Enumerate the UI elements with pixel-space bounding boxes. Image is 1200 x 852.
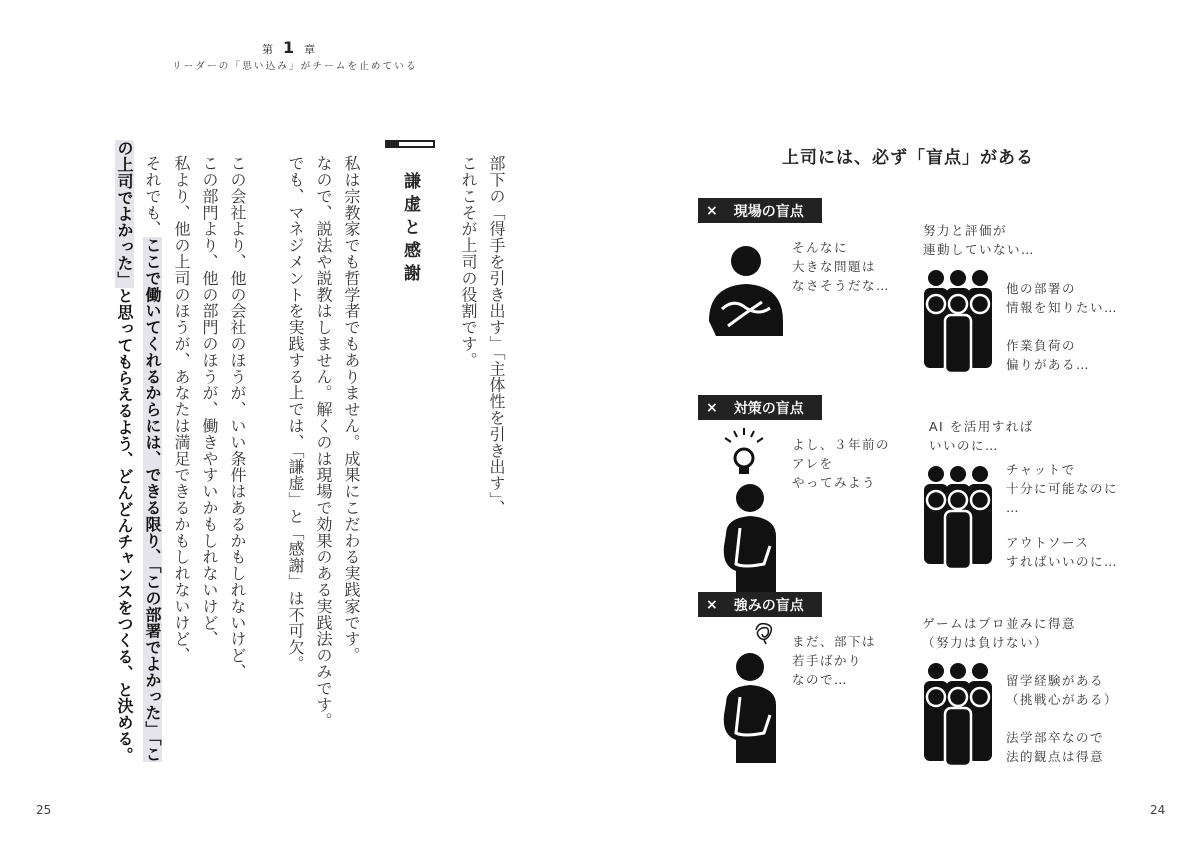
intro-line-2: これこそが上司の役割です。 <box>459 155 478 369</box>
cross-icon: × <box>706 202 718 219</box>
section-marker <box>385 140 435 148</box>
boss-thought-1: そんなに 大きな問題は なさそうだな… <box>792 240 891 293</box>
label-text: 強みの盲点 <box>733 597 804 614</box>
body2-line-2: この部門より、他の部門のほうが、働きやすいかもしれないけど、 <box>200 155 219 647</box>
team-group-icon <box>922 464 994 570</box>
chapter-prefix: 第 <box>262 43 275 56</box>
label-text: 現場の盲点 <box>733 203 804 220</box>
team-voice-top-3: ゲームはプロ並みに得意 （努力は負けない） <box>922 616 1077 650</box>
chapter-suffix: 章 <box>304 43 318 56</box>
cross-icon: × <box>706 596 718 613</box>
chapter-title: リーダーの「思い込み」がチームを止めている <box>172 61 418 72</box>
body2-line-3: 私より、他の上司のほうが、あなたは満足できるかもしれないけど、 <box>172 155 191 664</box>
lightbulb-icon <box>722 428 766 480</box>
team-voice-2a: チャットで 十分に可能なのに … <box>1006 462 1119 515</box>
body2-line-1: この会社より、他の会社のほうが、いい条件はあるかもしれないけど、 <box>228 155 247 680</box>
boss-thought-3: まだ、部下は 若手ばかり なので… <box>792 634 877 687</box>
team-group-icon <box>922 268 994 374</box>
section-heading: 謙虚と感謝 <box>400 172 420 287</box>
team-voice-top-1: 努力と評価が 連動していない… <box>923 223 1036 257</box>
intro-line-1: 部下の「得手を引き出す」「主体性を引き出す」、 <box>487 155 506 517</box>
cross-icon: × <box>706 399 718 416</box>
team-voice-3b: 法学部卒なので 法的観点は得意 <box>1006 730 1105 764</box>
blind-spot-label-field <box>698 198 822 223</box>
tangled-thought-icon <box>752 620 776 646</box>
closing-emphasis-1: ここで働いてくれるからには、できる限り、「この部署でよかった」「こ <box>143 237 162 763</box>
closing-emphasis-2: の上司でよかった」 <box>115 140 134 288</box>
boss-thinking-icon <box>714 476 784 596</box>
closing-line-1 <box>138 155 166 762</box>
chapter-number <box>262 38 332 57</box>
boss-thinking-icon <box>714 645 784 765</box>
figure-title: 上司には、必ず「盲点」がある <box>782 148 1034 168</box>
team-voice-2b: アウトソース すればいいのに… <box>1006 535 1119 569</box>
blind-spot-label-strengths <box>698 592 822 617</box>
team-group-icon <box>922 661 994 767</box>
boss-thought-2: よし、３年前の アレを やってみよう <box>792 437 891 490</box>
body-line-3: でも、マネジメントを実践する上では、「謙虚」と「感謝」は不可欠。 <box>286 155 305 672</box>
team-voice-1a: 他の部署の 情報を知りたい… <box>1006 281 1119 315</box>
closing-line-2 <box>110 140 138 763</box>
team-voice-top-2: AI を活用すれば いいのに… <box>929 419 1034 453</box>
chapter-num: 1 <box>283 38 297 57</box>
closing-rest: と思ってもらえるよう、どんどんチャンスをつくる、と決める。 <box>115 287 134 764</box>
team-voice-1b: 作業負荷の 偏りがある… <box>1006 338 1091 372</box>
page-number-right: 24 <box>1150 803 1166 817</box>
closing-plain: それでも、 <box>143 155 162 237</box>
page-number-left: 25 <box>36 803 52 817</box>
blind-spot-label-measures <box>698 395 822 420</box>
boss-arms-crossed-icon <box>704 236 790 344</box>
body-line-2: なので、説法や説教はしません。解くのは現場で効果のある実践法のみです。 <box>314 155 333 729</box>
body-line-1: 私は宗教家でも哲学者でもありません。成果にこだわる実践家です。 <box>342 155 361 664</box>
label-text: 対策の盲点 <box>733 400 804 417</box>
team-voice-3a: 留学経験がある （挑戦心がある） <box>1006 673 1119 707</box>
